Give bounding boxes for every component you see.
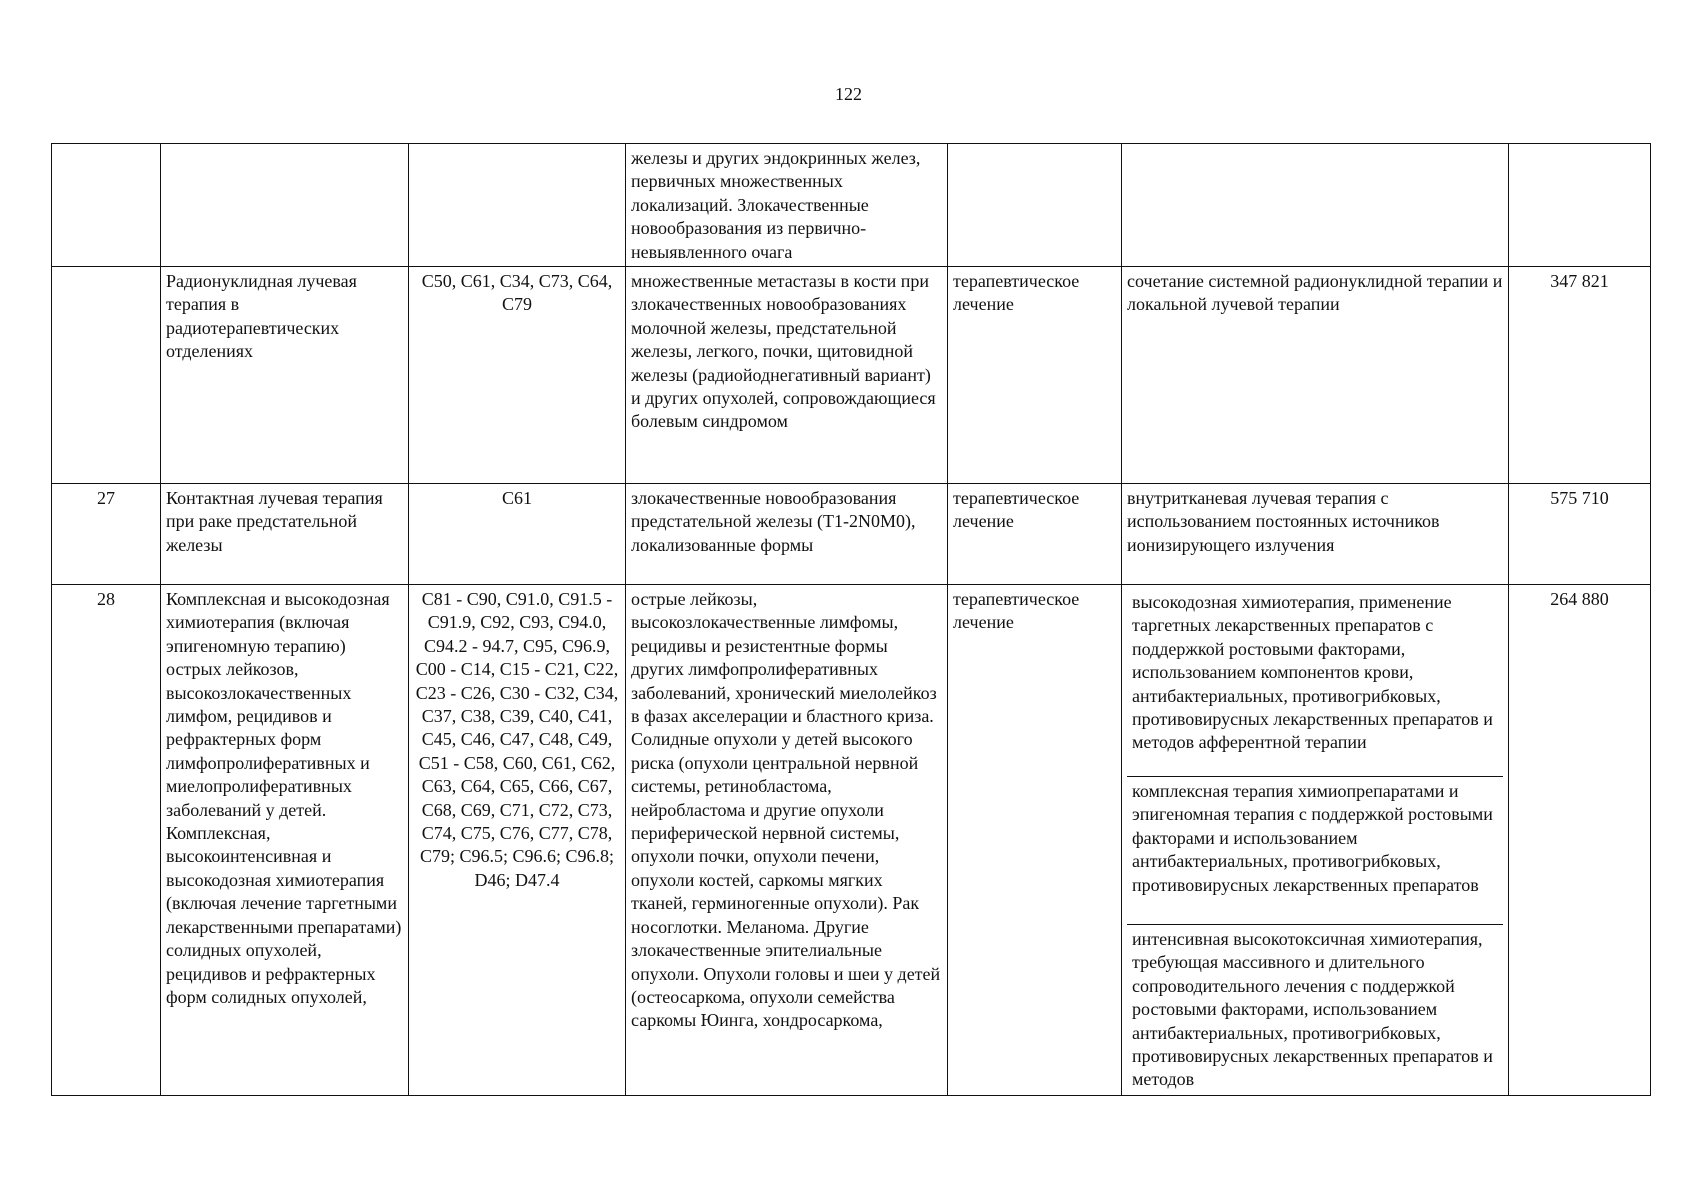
table-row bbox=[52, 585, 1651, 1096]
cost-value bbox=[1509, 144, 1651, 267]
treatment-method bbox=[1122, 144, 1509, 267]
service-name bbox=[161, 144, 409, 267]
patient-model: острые лейкозы, высокозлокачественные лимфомы, рецидивы и резистентные формы других лимфопролиферативных заболеваний, хронический миелолейкоз в фазах акселерации и бластного криза. Солидные опухоли у детей высокого риска (опухоли центральной нервной системы, ретинобластома, нейробластома и другие опухоли периферической нервной системы, опухоли почки, опухоли печени, опухоли костей, саркомы мягких тканей, герминогенные опухоли). Рак носоглотки. Меланома. Другие злокачественные эпителиальные опухоли. Опухоли головы и шеи у детей (остеосаркома, опухоли семейства саркомы Юинга, хондросаркома, bbox=[626, 585, 948, 1096]
treatment-method: интенсивная высокотоксичная химиотерапия, требующая массивного и длительного сопроводительного лечения с поддержкой ростовыми факторами, использованием антибактериальных, противогрибковых, противовирусных лекарственных препаратов и методов bbox=[1132, 929, 1493, 1090]
row-number: 27 bbox=[52, 484, 161, 585]
treatment-type: терапевтическое лечение bbox=[948, 484, 1122, 585]
page-number: 122 bbox=[835, 84, 862, 104]
icd-codes bbox=[409, 144, 626, 267]
table-row bbox=[52, 484, 1651, 585]
treatment-methods bbox=[1122, 585, 1509, 1096]
services-table bbox=[51, 143, 1651, 1096]
treatment-type: терапевтическое лечение bbox=[948, 267, 1122, 484]
icd-codes: C81 - C90, C91.0, C91.5 - C91.9, C92, C93, C94.0, C94.2 - 94.7, C95, C96.9, C00 - C14, C15 - C21, C22, C23 - C26, C30 - C32, C34, C37, C38, C39, C40, C41, C45, C46, C47, C48, C49, C51 - C58, C60, C61, C62, C63, C64, C65, C66, C67, C68, C69, C71, C72, C73, C74, C75, C76, C77, C78, C79; C96.5; C96.6; C96.8; D46; D47.4 bbox=[409, 585, 626, 1096]
cost-value: 575 710 bbox=[1509, 484, 1651, 585]
cost-value: 347 821 bbox=[1509, 267, 1651, 484]
treatment-type bbox=[948, 144, 1122, 267]
table-row bbox=[52, 267, 1651, 484]
icd-codes: C61 bbox=[409, 484, 626, 585]
table-row bbox=[52, 144, 1651, 267]
row-number bbox=[52, 267, 161, 484]
treatment-method: сочетание системной радионуклидной терапии и локальной лучевой терапии bbox=[1122, 267, 1509, 484]
treatment-method: внутритканевая лучевая терапия с использованием постоянных источников ионизирующего излучения bbox=[1122, 484, 1509, 585]
treatment-method: комплексная терапия химиопрепаратами и эпигеномная терапия с поддержкой ростовыми факторами и использованием антибактериальных, противогрибковых, противовирусных лекарственных препаратов bbox=[1127, 777, 1503, 925]
service-name: Контактная лучевая терапия при раке предстательной железы bbox=[161, 484, 409, 585]
service-name: Комплексная и высокодозная химиотерапия (включая эпигеномную терапию) острых лейкозов, высокозлокачественных лимфом, рецидивов и рефрактерных форм лимфопролиферативных и миелопролиферативных заболеваний у детей. Комплексная, высокоинтенсивная и высокодозная химиотерапия (включая лечение таргетными лекарственными препаратами) солидных опухолей, рецидивов и рефрактерных форм солидных опухолей, bbox=[161, 585, 409, 1096]
service-name: Радионуклидная лучевая терапия в радиотерапевтических отделениях bbox=[161, 267, 409, 484]
icd-codes: C50, C61, C34, C73, C64, C79 bbox=[409, 267, 626, 484]
row-number: 28 bbox=[52, 585, 161, 1096]
cost-value: 264 880 bbox=[1509, 585, 1651, 1096]
patient-model: множественные метастазы в кости при злокачественных новообразованиях молочной железы, предстательной железы, легкого, почки, щитовидной железы (радиойоднегативный вариант) и других опухолей, сопровождающиеся болевым синдромом bbox=[626, 267, 948, 484]
treatment-method: высокодозная химиотерапия, применение таргетных лекарственных препаратов с поддержкой ростовыми факторами, использованием компонентов крови, антибактериальных, противогрибковых, противовирусных лекарственных препаратов и методов афферентной терапии bbox=[1127, 588, 1503, 777]
patient-model: злокачественные новообразования предстательной железы (T1-2N0M0), локализованные формы bbox=[626, 484, 948, 585]
row-number bbox=[52, 144, 161, 267]
patient-model: железы и других эндокринных желез, первичных множественных локализаций. Злокачественные новообразования из первично-невыявленного очага bbox=[626, 144, 948, 267]
treatment-type: терапевтическое лечение bbox=[948, 585, 1122, 1096]
